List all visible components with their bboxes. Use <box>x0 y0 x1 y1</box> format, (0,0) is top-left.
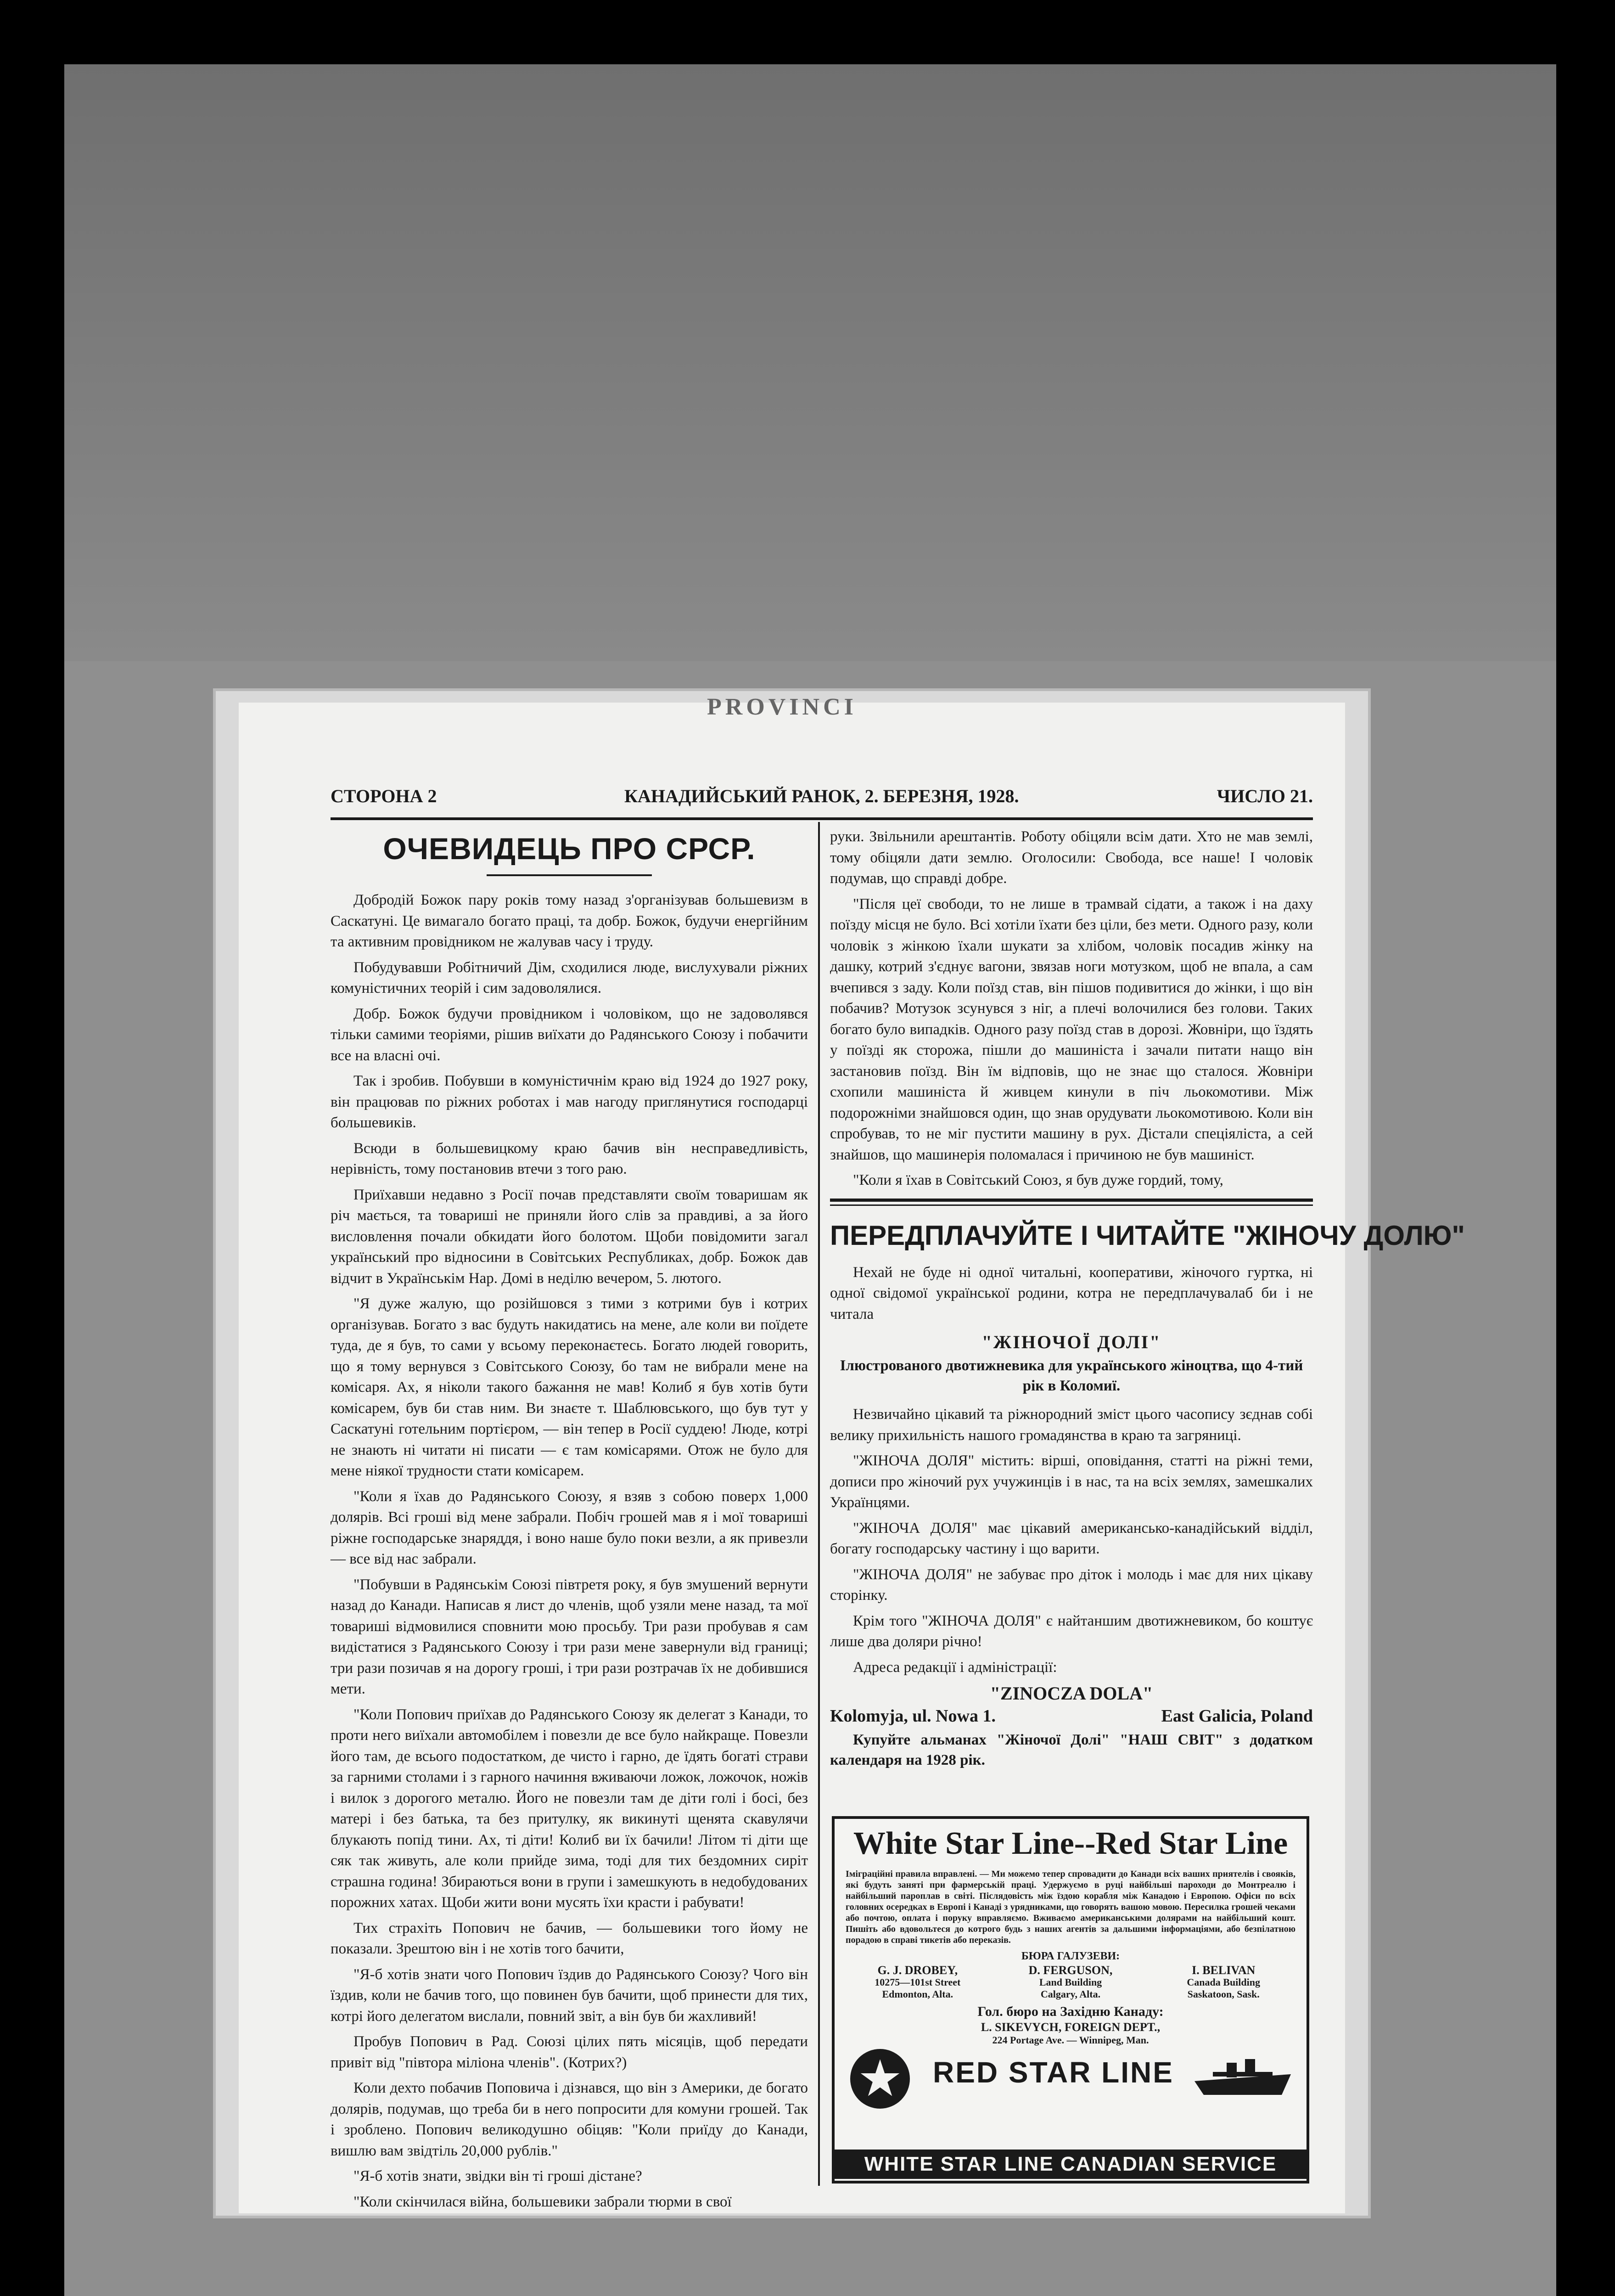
magazine-ad-paragraph: "ЖІНОЧА ДОЛЯ" містить: вірші, оповідання, статті на ріжні теми, дописи про жіночий рух учужинців і в нас, та на всіх землях, замешкалих Українцями. <box>830 1452 1313 1511</box>
microfilm-shadow <box>64 64 1556 661</box>
red-star-line-logo: RED STAR LINE <box>933 2056 1174 2089</box>
article-paragraph: Побудувавши Робітничий Дім, сходилися люде, вислухували ріжних комуністичних теорій і сим задоволялися. <box>331 959 808 996</box>
magazine-ad-paragraph: "ЖІНОЧА ДОЛЯ" не забуває про діток і молодь і має для них цікаву сторінку. <box>830 1566 1313 1604</box>
steamship-icon <box>1194 2049 1291 2099</box>
magazine-ad-paragraph: "ЖІНОЧА ДОЛЯ" має цікавий американсько-канадійський відділ, богату господарську частину і що варити. <box>830 1519 1313 1557</box>
magazine-address-country: East Galicia, Poland <box>1161 1706 1313 1726</box>
bureau-list <box>846 1964 1295 2000</box>
magazine-address-label: Адреса редакції і адміністрації: <box>853 1659 1057 1676</box>
western-office-address: 224 Portage Ave. — Winnipeg, Man. <box>992 2034 1149 2046</box>
western-office-contact: L. SIKEVYCH, FOREIGN DEPT., <box>981 2020 1161 2034</box>
article-paragraph: "Коли я їхав до Радянського Союзу, я взяв з собою поверх 1,000 долярів. Всі гроші від мене забрали. Побіч грошей мав я і мої товариші ріжне господарське знаряддя, і воно наше було поки везли, а як привезли — все від нас забрали. <box>331 1488 808 1567</box>
magazine-ad-paragraph: Незвичайно цікавий та ріжнородний зміст цього часопису зєднав собі велику прихильність нашого громадянства в краю та загряниці. <box>830 1406 1313 1444</box>
article-continued-paragraph: "Коли я їхав в Совітський Союз, я був дуже гордий, тому, <box>853 1172 1223 1188</box>
magazine-advertisement <box>830 1220 1465 1771</box>
magazine-title: "ЖІНОЧОЇ ДОЛІ" <box>981 1332 1161 1352</box>
bureau-name: I. BELIVAN <box>1192 1964 1256 1977</box>
shipping-ad-text: Іміграційні правила вправлені. — Ми можемо тепер спровадити до Канади всіх ваших приятелів і свояків, які будуть заняті при фармерській праці. Удержуємо в руці найбільші пароходи до Монтреалю і найбільший пароплав в світі. Післядовість між їздою корабля між Канадою і Европою. Офіси по всіх головних осередках в Европі і Канаді з урядниками, що говорять вашою мовою. Пересилка грошей чеками або почтою, оплата і поруку вправляємо. Вживаємо американськими долярами на найбільший кошт. Пишіть або вдовольтеся до котрого будь з наших агентів за дальшими інформаціями, або безпілатною порадою в справі тикетів або переказів. <box>846 1869 1295 1945</box>
bureau-item <box>998 1964 1143 2000</box>
bureau-item <box>1151 1964 1295 2000</box>
bureau-name: G. J. DROBEY, <box>877 1964 958 1977</box>
column-divider <box>818 822 820 2186</box>
shipping-advertisement <box>832 1816 1309 2183</box>
magazine-address-name: "ZINOCZA DOLA" <box>990 1683 1153 1704</box>
red-star-banner <box>846 2049 1295 2136</box>
page-header <box>331 785 1313 813</box>
article-paragraph: Коли дехто побачив Поповича і дізнався, що він з Америки, де богато долярів, подумав, що треба би в него попросити для комуни грошей. Так і зроблено. Попович великодушно обіцяв: "Коли приїду до Канади, вишлю вам звідтіль 20,000 рублів." <box>331 2080 808 2159</box>
bureau-address: 10275—101st Street <box>875 1976 961 1988</box>
article-column <box>331 831 808 2210</box>
section-rule <box>830 1199 1313 1202</box>
bureau-address: Land Building <box>1039 1976 1102 1988</box>
canadian-service-footer: WHITE STAR LINE CANADIAN SERVICE <box>835 2150 1307 2179</box>
article-continued-paragraph: руки. Звільнили арештантів. Роботу обіцяли всім дати. Хто не мав землі, тому обіцяли дати землю. Оголосили: Свобода, все наше! І чоловік подумав, що справді добре. <box>830 828 1313 887</box>
article-paragraph: "Коли скінчилася війна, большевики забрали тюрми в свої <box>353 2193 732 2210</box>
article-paragraph: Добр. Божок будучи провідником і чоловіком, що не задоволявся тільки самими теоріями, рішив виїхати до Радянського Союзу і побачити все на власні очі. <box>331 1005 808 1064</box>
article-paragraph: Всюди в большевицкому краю бачив він несправедливість, нерівність, тому постановив втечи з того раю. <box>331 1140 808 1177</box>
article-paragraph: Пробув Попович в Рад. Союзі цілих пять місяців, щоб передати привіт від "півтора міліона членів". (Котрих?) <box>331 2033 808 2071</box>
bureau-item <box>846 1964 990 2000</box>
bureau-address: Canada Building <box>1187 1976 1260 1988</box>
article-paragraph: Добродій Божок пару років тому назад з'організував большевизм в Саскатуні. Це вимагало богато праці, та добр. Божок, будучи енергійним та активним провідником не жалував часу і труду. <box>331 892 808 950</box>
article-continued-paragraph: "Після цеї свободи, то не лише в трамвай сідати, а також і на даху поїзду місця не було. Всі хотіли їхати без ціли, без мети. Одного разу, коли чоловік з жінкою їхали шукати за хлібом, чоловік посадив жінку на дашку, котрий з'єднує вагони, звязав ноги мотузком, щоб не впала, а сам вчепився з заду. Коли поїзд став, він пішов подивитися до жінки, і що він побачив? Мотузок зсунувся з ніг, а плечі волочилися без голови. Таких богато було випадків. Одного разу поїзд став в дорозі. Жовніри, що їздять у поїзді як сторожа, пішли до машиніста і зачали питати нащо він застановив поїзд. Він їм відповів, що не знає що сталося. Жовніри схопили машиніста й живцем кинули в піч льокомотиви. Між подорожніми знайшовся один, що знав орудувати льокомотивою. Коли він спробував, то не міг пустити машину в рух. Дістали спеціяліста, а сей знайшов, що машинерія поломалася і причиною не був машиніст. <box>830 895 1313 1163</box>
bureau-name: D. FERGUSON, <box>1028 1964 1113 1977</box>
section-rule <box>830 1204 1313 1206</box>
bureau-city: Saskatoon, Sask. <box>1187 1988 1260 2000</box>
almanac-order-text: Купуйте альманах "Жіночої Долі" "НАШ СВІТ" з додатком календаря на 1928 рік. <box>830 1732 1313 1768</box>
shipping-ad-title: White Star Line--Red Star Line <box>853 1826 1288 1861</box>
bureau-city: Calgary, Alta. <box>1040 1988 1101 2000</box>
issue-number: ЧИСЛО 21. <box>1217 786 1313 806</box>
magazine-address-street: Kolomyja, ul. Nowa 1. <box>830 1706 996 1726</box>
magazine-address <box>830 1706 1313 1726</box>
article-paragraph: "Коли Попович приїхав до Радянського Союзу як делегат з Канади, то проти него виїхали автомобілем і повезли де все було найкраще. Повезли його там, де всього подостатком, де чисто і гарно, де їдять богаті страви за гарними столами і з гарного начиння вживаючи ложок, ложочок, ножів і вилок з дорогого металю. Його не повезли там де діти голі і босі, без матері і без батька, та без притулку, як викинуті щенята скавулячи блукають попід тини. Ах, ті діти! Колиб ви їх бачили! Літом ті діти ще сяк так живуть, але коли прийде зима, тоді для тих бездомних сиріт страшна година! Збираються вони в групи і замешкують в недобудованих порожних хатах. Щоби жити вони мусять їхи красти і рабувати! <box>331 1706 808 1911</box>
star-icon: ★ <box>850 2049 910 2109</box>
magazine-ad-headline: ПЕРЕДПЛАЧУЙТЕ І ЧИТАЙТЕ "ЖІНОЧУ ДОЛЮ" <box>830 1220 1465 1251</box>
article-paragraph: "Я-б хотів знати, звідки він ті гроші дістане? <box>353 2168 642 2184</box>
article-paragraph: Тих страхіть Попович не бачив, — большевики того йому не показали. Зрештою він і не хотів того бачити, <box>331 1919 808 1957</box>
article-paragraph: "Я-б хотів знати чого Попович їздив до Радянського Союзу? Чого він їздив, коли не бачив того, що повинен був бачити, щоб принести для тих, котрі його делегатом вислали, повний звіт, а він був би жахливий! <box>331 1966 808 2025</box>
magazine-ad-intro: Нехай не буде ні одної читальні, кооперативи, жіночого гуртка, ні одної свідомої української родини, котра не передплачувалаб би і не читала <box>830 1264 1313 1322</box>
magazine-subtitle: Ілюстрованого двотижневика для українського жіноцтва, що 4-тий рік в Коломиї. <box>840 1357 1303 1394</box>
article-paragraph: "Побувши в Радянськім Союзі півтретя року, я був змушений вернути назад до Канади. Написав я лист до членів, щоб узяли мене назад, та мої товариші відмовилися сповнити мою просьбу. Три рази пробував я сам видістатися з Радянського Союзу і три рази мене завернули від границі; три рази позичав я на дорогу гроші, і три рази розтрачав їх не добившися мети. <box>331 1576 808 1697</box>
archive-stamp: PROVINCI <box>707 694 857 720</box>
article-paragraph: Приїхавши недавно з Росії почав представляти своїм товаришам як річ мається, та товариші не приняли його слів за правдиві, а за його висловлення почали обкидати його болотом. Щоби повідомити загал український про відносини в Совітських Республиках, добр. Божок дав відчит в Українськім Нар. Домі в неділю вечером, 5. лютого. <box>331 1186 808 1287</box>
header-rule <box>331 817 1313 820</box>
bureau-city: Edmonton, Alta. <box>882 1988 953 2000</box>
western-office-label: Гол. бюро на Західню Канаду: <box>977 2004 1164 2019</box>
title-rule <box>487 874 652 876</box>
article-paragraph: Так і зробив. Побувши в комуністичнім краю від 1924 до 1927 року, він працював по ріжних роботах і мав нагоду приглянутися господарці большевиків. <box>331 1073 808 1131</box>
masthead-date: КАНАДИЙСЬКИЙ РАНОК, 2. БЕРЕЗНЯ, 1928. <box>624 786 1019 806</box>
article-title: ОЧЕВИДЕЦЬ ПРО СРСР. <box>383 832 756 866</box>
bureaus-label: БЮРА ГАЛУЗЕВИ: <box>1021 1950 1120 1962</box>
magazine-price: Крім того "ЖІНОЧА ДОЛЯ" є найтаншим двотижневиком, бо коштує лише два доляри річно! <box>830 1612 1313 1650</box>
page-number: СТОРОНА 2 <box>331 786 437 806</box>
article-paragraph: "Я дуже жалую, що розійшовся з тими з котрими був і котрих організував. Богато з вас будуть накидатись на мене, але коли ви поїдете туда, де я був, то сами у всьому переконаєтесь. Богато людей говорить, що я тому вернувся з Совітського Союзу, бо там не вибрали мене на комісаря. Ах, я ніколи такого бажання не мав! Колиб я був хотів бути комісарем, був би став ним. Ви знаєте т. Шаблювського, що був тут у Саскатуні готельним портієром, — він тепер в Росії суддею! Люде, котрі не знають ні читати ні писати — є там комісарями. Отож не було для мене ніякої трудности стати комісарем. <box>331 1295 808 1479</box>
